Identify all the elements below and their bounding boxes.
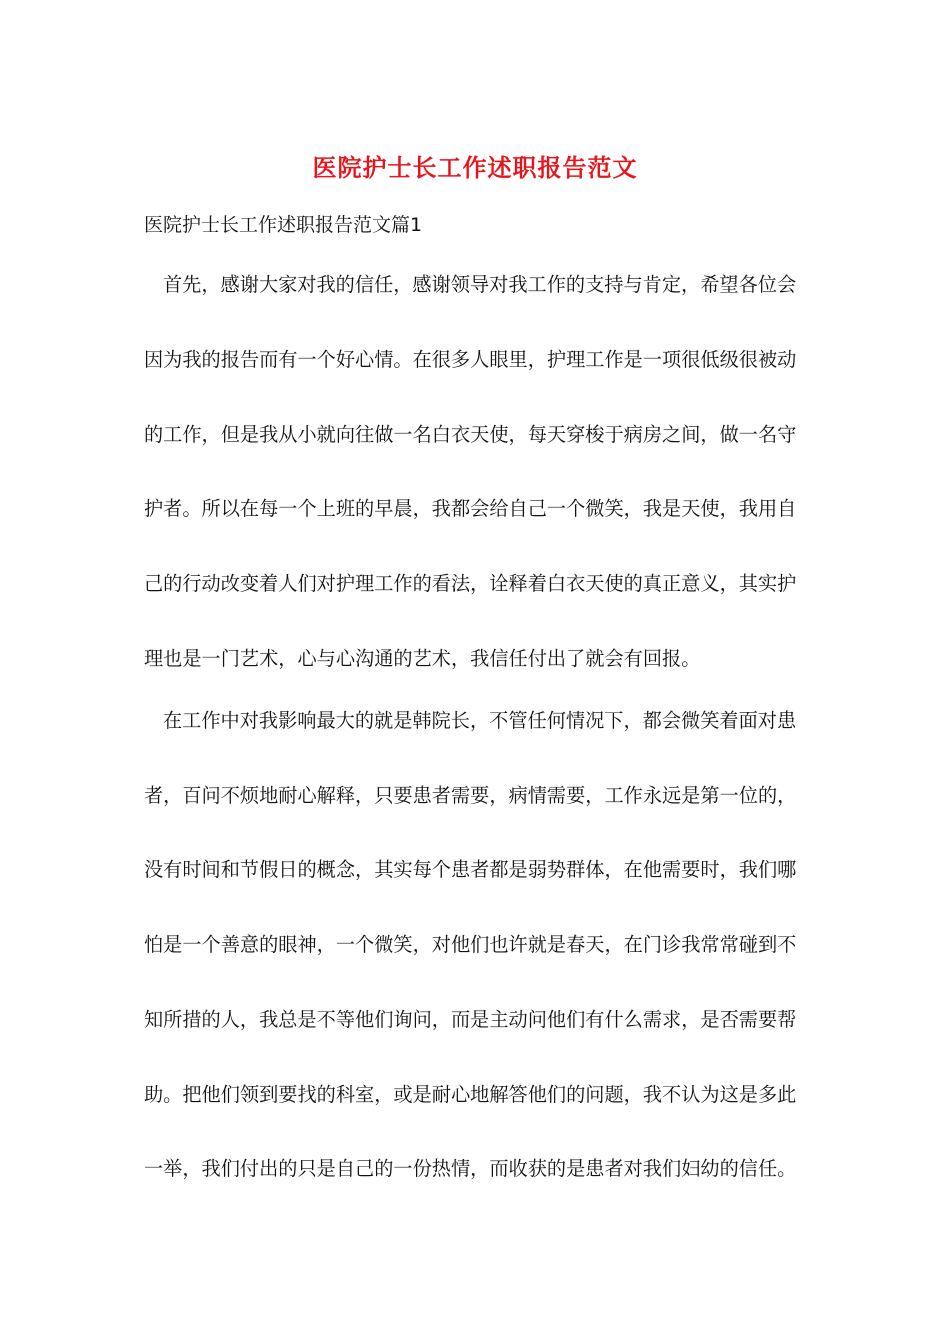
paragraph-line: 没有时间和节假日的概念，其实每个患者都是弱势群体，在他需要时，我们哪	[144, 858, 797, 881]
paragraph-line: 怕是一个善意的眼神，一个微笑，对他们也许就是春天，在门诊我常常碰到不	[144, 933, 797, 956]
document-title: 医院护士长工作述职报告范文	[312, 153, 638, 182]
paragraph-line: 在工作中对我影响最大的就是韩院长，不管任何情况下，都会微笑着面对患	[163, 709, 797, 732]
paragraph-line: 己的行动改变着人们对护理工作的看法，诠释着白衣天使的真正意义，其实护	[144, 572, 797, 595]
paragraph-line: 护者。所以在每一个上班的早晨，我都会给自己一个微笑，我是天使，我用自	[144, 497, 797, 520]
paragraph-line: 的工作，但是我从小就向往做一名白衣天使，每天穿梭于病房之间，做一名守	[144, 423, 797, 446]
paragraph-line: 首先，感谢大家对我的信任，感谢领导对我工作的支持与肯定，希望各位会	[163, 273, 797, 296]
section-heading: 医院护士长工作述职报告范文篇1	[144, 214, 423, 236]
paragraph-line: 理也是一门艺术，心与心沟通的艺术，我信任付出了就会有回报。	[144, 647, 701, 670]
paragraph-line: 者，百问不烦地耐心解释，只要患者需要，病情需要，工作永远是第一位的，	[144, 784, 797, 807]
paragraph-line: 因为我的报告而有一个好心情。在很多人眼里，护理工作是一项很低级很被动	[144, 348, 797, 371]
paragraph-line: 助。把他们领到要找的科室，或是耐心地解答他们的问题，我不认为这是多此	[144, 1083, 797, 1106]
paragraph-line: 一举，我们付出的只是自己的一份热情，而收获的是患者对我们妇幼的信任。	[144, 1157, 797, 1180]
paragraph-line: 知所措的人，我总是不等他们询问，而是主动问他们有什么需求，是否需要帮	[144, 1008, 797, 1031]
